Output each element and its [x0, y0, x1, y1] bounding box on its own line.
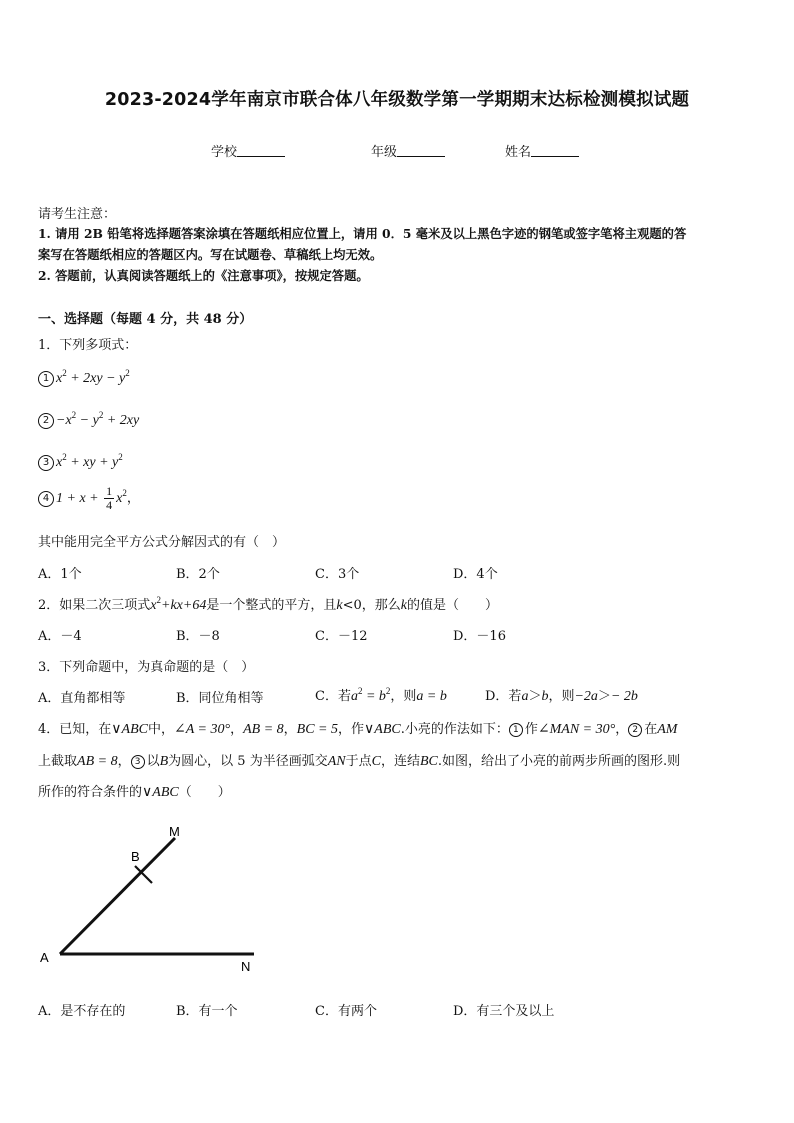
q4-option-b: B．有一个	[176, 1004, 238, 1019]
q2-stem: 2．如果二次三项式$x^2+kx+64$是一个整式的平方，且k<0，那么k的值是（ ）	[38, 595, 498, 613]
label-n: N	[241, 959, 251, 974]
notice-line-2: 2. 答题前，认真阅读答题纸上的《注意事项》，按规定答题。	[38, 268, 369, 283]
label-b: B	[131, 849, 140, 864]
school-label: 学校	[211, 145, 238, 160]
q2-option-b: B．－8	[176, 629, 220, 644]
circled-number-1: 1	[38, 371, 54, 387]
q4-line-3: 所作的符合条件的∨ABC（ ）	[38, 785, 231, 800]
school-field	[211, 141, 285, 160]
label-m: M	[169, 824, 180, 839]
q1-option-d: D．4个	[453, 567, 498, 582]
notice-line-1b: 案写在答题纸相应的答题区内。写在试题卷、草稿纸上均无效。	[38, 247, 383, 262]
q3-stem: 3．下列命题中，为真命题的是（ ）	[38, 660, 255, 675]
q2-option-a: A．－4	[38, 629, 82, 644]
q1-item-1: 1 $x^2 + 2xy - y^2$	[38, 368, 130, 387]
circled-number-3: 3	[38, 455, 54, 471]
section-heading: 一、选择题（每题 4 分，共 48 分）	[38, 312, 253, 327]
q4-line-2: 上截取AB = 8， 3 以B为圆心，以 5 为半径画弧交AN于点C，连结BC.如图，给出了小亮的前两步所画的图形.则	[38, 754, 681, 769]
name-field	[505, 141, 579, 160]
label-a: A	[40, 950, 49, 965]
circled-number-2: 2	[38, 413, 54, 429]
notice-heading: 请考生注意：	[38, 207, 117, 222]
q3-option-d: D．若a＞b，则−2a＞− 2b	[485, 689, 638, 704]
name-blank	[531, 144, 579, 157]
q3-option-b: B．同位角相等	[176, 691, 264, 706]
name-label: 姓名	[505, 145, 532, 160]
q4-option-a: A．是不存在的	[38, 1004, 126, 1019]
q4-option-c: C．有两个	[315, 1004, 377, 1019]
q2-option-d: D．－16	[453, 629, 506, 644]
q3-option-a: A．直角都相等	[38, 691, 126, 706]
q1-option-c: C．3个	[315, 567, 360, 582]
q1-item-4: 4 1 + x + $\frac{1}{4}$ $x^2$，	[38, 485, 140, 512]
q1-stem: 1．下列多项式：	[38, 338, 138, 353]
q4-line-1: 4．已知，在∨ABC中，∠A = 30°，AB = 8，BC = 5，作∨ABC.小亮的作法如下： 1 作∠MAN = 30°， 2 在AM	[38, 722, 678, 737]
grade-label: 年级	[371, 145, 398, 160]
school-blank	[237, 144, 285, 157]
q2-option-c: C．－12	[315, 629, 368, 644]
page-title: 2023-2024学年南京市联合体八年级数学第一学期期末达标检测模拟试题	[104, 90, 690, 110]
q1-item-2: $2 -x^2 - y^2 + 2xy$	[38, 410, 139, 429]
circled-number-4: 4	[38, 491, 54, 507]
q1-question: 其中能用完全平方公式分解因式的有（ ）	[38, 535, 286, 550]
ray-am	[60, 838, 175, 954]
q4-construction-figure	[35, 818, 265, 978]
q3-option-c: C．若$a^2 = b^2$，则a = b	[315, 686, 447, 704]
q4-option-d: D．有三个及以上	[453, 1004, 555, 1019]
grade-blank	[397, 144, 445, 157]
notice-line-1a: 1. 请用 2B 铅笔将选择题答案涂填在答题纸相应位置上，请用 0．5 毫米及以上黑色字迹的钢笔或签字笔将主观题的答	[38, 226, 687, 241]
q1-option-b: B．2个	[176, 567, 220, 582]
q1-option-a: A．1个	[38, 567, 82, 582]
grade-field	[371, 141, 445, 160]
q1-item-3: 3 $x^2$ + xy + $y^2$	[38, 452, 123, 471]
